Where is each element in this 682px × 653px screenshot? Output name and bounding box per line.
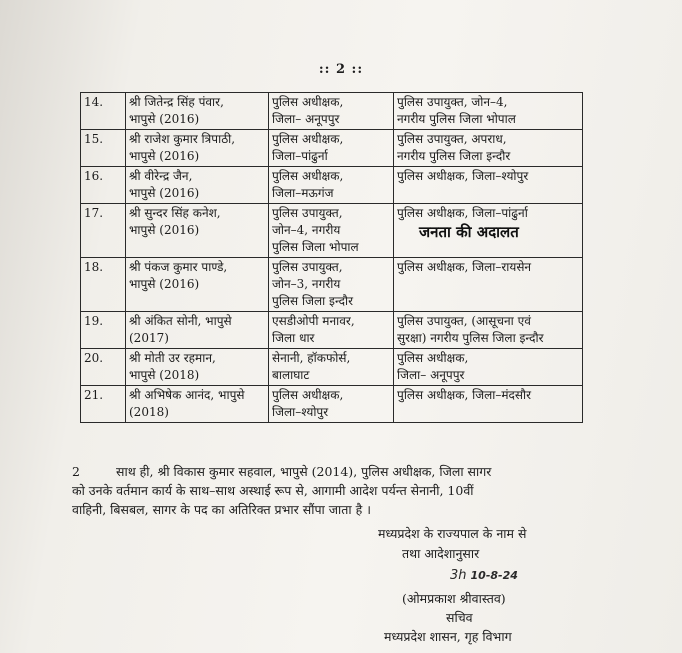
new-posting-line: पुलिस उपायुक्त, जोन–4, [397, 95, 508, 109]
officer-name [126, 258, 269, 312]
officer-name [126, 204, 269, 258]
serial-number: 20. [81, 349, 126, 386]
transfer-table [80, 92, 583, 423]
officer-name [126, 312, 269, 349]
signature-authority-line: मध्यप्रदेश के राज्यपाल के नाम से [378, 526, 527, 541]
signatory-name: (ओमप्रकाश श्रीवास्तव) [402, 591, 506, 606]
table-row [81, 167, 583, 204]
new-posting-line: नगरीय पुलिस जिला भोपाल [397, 112, 516, 126]
new-posting-line: नगरीय पुलिस जिला इन्दौर [397, 149, 511, 163]
new-posting-line: पुलिस अधीक्षक, [397, 351, 469, 365]
officer-name-line: भापुसे (2016) [129, 112, 200, 126]
current-posting [269, 312, 394, 349]
officer-name-line: भापुसे (2016) [129, 277, 200, 291]
serial-number: 18. [81, 258, 126, 312]
officer-name-line: (2018) [129, 405, 169, 419]
signature-initials: 3h [450, 568, 467, 583]
officer-name-line: श्री अभिषेक आनंद, भापुसे [129, 388, 245, 402]
current-posting [269, 349, 394, 386]
current-posting-line: जोन–4, नगरीय [272, 223, 341, 237]
new-posting-line: पुलिस उपायुक्त, अपराध, [397, 132, 507, 146]
new-posting-line: पुलिस अधीक्षक, जिला–मंदसौर [397, 388, 532, 402]
table-row [81, 93, 583, 130]
page-number: :: 2 :: [318, 62, 364, 77]
officer-name-line: श्री वीरेन्द्र जैन, [129, 169, 193, 183]
officer-name-line: श्री मोती उर रहमान, [129, 351, 216, 365]
paragraph-line-3: वाहिनी, बिसबल, सागर के पद का अतिरिक्त प्रभार सौंपा जाता है । [72, 502, 371, 517]
current-posting-line: पुलिस अधीक्षक, [272, 388, 344, 402]
current-posting [269, 130, 394, 167]
current-posting-line: जोन–3, नगरीय [272, 277, 341, 291]
new-posting-line: पुलिस उपायुक्त, (आसूचना एवं [397, 314, 531, 328]
current-posting-line: एसडीओपी मनावर, [272, 314, 355, 328]
current-posting [269, 167, 394, 204]
transfer-table-body [81, 93, 583, 423]
current-posting-line: पुलिस उपायुक्त, [272, 206, 343, 220]
current-posting-line: जिला–श्योपुर [272, 405, 329, 419]
serial-number: 14. [81, 93, 126, 130]
current-posting [269, 93, 394, 130]
officer-name-line: भापुसे (2018) [129, 368, 200, 382]
current-posting [269, 258, 394, 312]
table-row [81, 312, 583, 349]
officer-name-line: श्री सुन्दर सिंह कनेश, [129, 206, 221, 220]
serial-number: 19. [81, 312, 126, 349]
current-posting-line: पुलिस जिला भोपाल [272, 240, 359, 254]
table-row [81, 130, 583, 167]
officer-name-line: श्री राजेश कुमार त्रिपाठी, [129, 132, 236, 146]
paragraph-line-1 [72, 462, 592, 481]
current-posting-line: सेनानी, हॉकफोर्स, [272, 351, 351, 365]
officer-name [126, 167, 269, 204]
signatory-designation: सचिव [446, 610, 473, 625]
additional-charge-paragraph [72, 462, 592, 519]
handwritten-signature [450, 568, 518, 583]
officer-name-line: (2017) [129, 331, 169, 345]
table-row [81, 258, 583, 312]
new-posting-line: पुलिस अधीक्षक, जिला–रायसेन [397, 260, 532, 274]
current-posting-line: पुलिस जिला इन्दौर [272, 294, 354, 308]
current-posting-line: बालाघाट [272, 368, 310, 382]
current-posting [269, 386, 394, 423]
signature-date: 10-8-24 [470, 569, 518, 582]
new-posting [394, 312, 583, 349]
table-row [81, 349, 583, 386]
new-posting-line: पुलिस अधीक्षक, जिला–श्योपुर [397, 169, 529, 183]
officer-name-line: श्री जितेन्द्र सिंह पंवार, [129, 95, 224, 109]
officer-name-line: श्री पंकज कुमार पाण्डे, [129, 260, 228, 274]
current-posting [269, 204, 394, 258]
officer-name [126, 93, 269, 130]
signatory-department: मध्यप्रदेश शासन, गृह विभाग [384, 629, 512, 644]
current-posting-line: पुलिस अधीक्षक, [272, 169, 344, 183]
table-row [81, 204, 583, 258]
officer-name-line: श्री अंकित सोनी, भापुसे [129, 314, 232, 328]
current-posting-line: जिला–मऊगंज [272, 186, 334, 200]
current-posting-line: जिला– अनूपपुर [272, 112, 340, 126]
officer-name-line: भापुसे (2016) [129, 223, 200, 237]
current-posting-line: पुलिस उपायुक्त, [272, 260, 343, 274]
new-posting [394, 258, 583, 312]
serial-number: 16. [81, 167, 126, 204]
new-posting [394, 93, 583, 130]
current-posting-line: पुलिस अधीक्षक, [272, 132, 344, 146]
current-posting-line: जिला धार [272, 331, 315, 345]
officer-name-line: भापुसे (2016) [129, 186, 200, 200]
serial-number: 21. [81, 386, 126, 423]
new-posting [394, 130, 583, 167]
paragraph-number: 2 [72, 464, 80, 479]
watermark-stamp: जनता की अदालत [419, 223, 519, 241]
current-posting-line: जिला–पांढुर्ना [272, 149, 328, 163]
serial-number: 15. [81, 130, 126, 167]
officer-name-line: भापुसे (2016) [129, 149, 200, 163]
new-posting-line: सुरक्षा) नगरीय पुलिस जिला इन्दौर [397, 331, 544, 345]
officer-name [126, 349, 269, 386]
serial-number: 17. [81, 204, 126, 258]
paragraph-text-1: साथ ही, श्री विकास कुमार सहवाल, भापुसे (2014), पुलिस अधीक्षक, जिला सागर [116, 464, 492, 479]
new-posting-line: पुलिस अधीक्षक, जिला–पांढुर्ना [397, 206, 528, 220]
new-posting [394, 349, 583, 386]
officer-name [126, 130, 269, 167]
officer-name [126, 386, 269, 423]
current-posting-line: पुलिस अधीक्षक, [272, 95, 344, 109]
new-posting-line: जिला– अनूपपुर [397, 368, 465, 382]
table-row [81, 386, 583, 423]
paragraph-line-2: को उनके वर्तमान कार्य के साथ–साथ अस्थाई रूप से, आगामी आदेश पर्यन्त सेनानी, 10वीं [72, 483, 474, 498]
new-posting [394, 167, 583, 204]
signature-order-line: तथा आदेशानुसार [402, 546, 480, 561]
new-posting [394, 204, 583, 258]
new-posting [394, 386, 583, 423]
